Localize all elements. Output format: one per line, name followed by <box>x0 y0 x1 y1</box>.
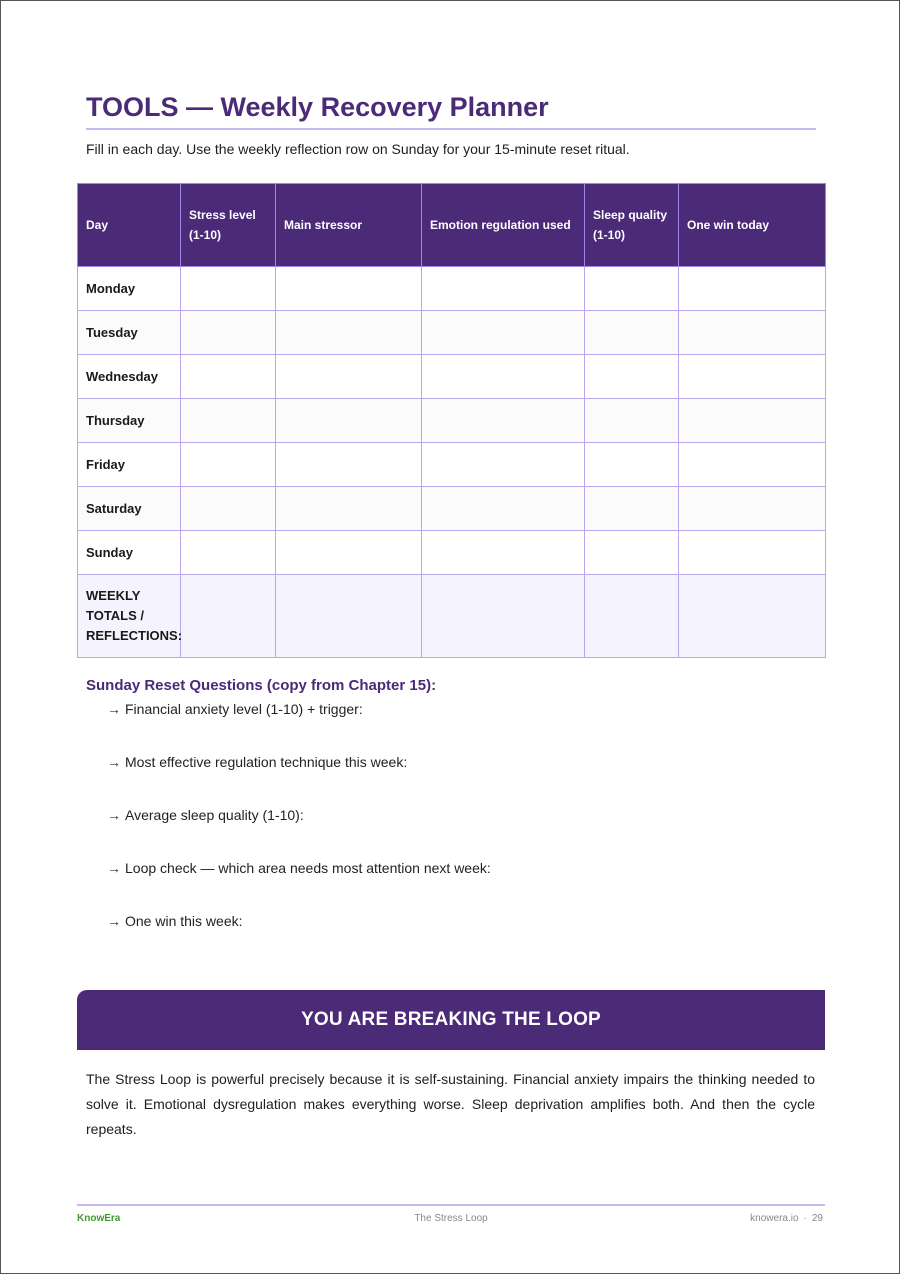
entry-cell <box>276 575 422 658</box>
day-cell: Monday <box>78 267 181 311</box>
entry-cell <box>181 311 276 355</box>
question-text: Average sleep quality (1-10): <box>125 807 304 823</box>
entry-cell <box>585 575 679 658</box>
footer-site-page <box>750 1213 823 1225</box>
arrow-right-icon: → <box>107 913 121 929</box>
entry-cell <box>679 487 826 531</box>
day-cell: Wednesday <box>78 355 181 399</box>
entry-cell <box>679 399 826 443</box>
entry-cell <box>276 355 422 399</box>
entry-cell <box>585 311 679 355</box>
weekly-reflections-row <box>78 575 826 658</box>
entry-cell <box>276 311 422 355</box>
table-row <box>78 355 826 399</box>
table-row <box>78 267 826 311</box>
entry-cell <box>276 487 422 531</box>
title-divider <box>86 128 816 130</box>
column-header-day: Day <box>78 184 181 267</box>
column-header-emotion-regulation: Emotion regulation used <box>422 184 585 267</box>
entry-cell <box>585 443 679 487</box>
entry-cell <box>181 575 276 658</box>
column-header-stress-level: Stress level (1-10) <box>181 184 276 267</box>
arrow-right-icon: → <box>107 754 121 770</box>
entry-cell <box>679 355 826 399</box>
table-row <box>78 443 826 487</box>
entry-cell <box>422 487 585 531</box>
arrow-right-icon: → <box>107 807 121 823</box>
entry-cell <box>679 267 826 311</box>
list-item <box>107 912 491 965</box>
column-header-sleep-quality: Sleep quality (1-10) <box>585 184 679 267</box>
entry-cell <box>422 355 585 399</box>
section-banner <box>77 990 825 1050</box>
weekly-totals-label: WEEKLY TOTALS / REFLECTIONS: <box>78 575 181 658</box>
entry-cell <box>422 443 585 487</box>
table-header-row <box>78 184 826 267</box>
footer-divider <box>77 1204 825 1206</box>
day-cell: Tuesday <box>78 311 181 355</box>
list-item <box>107 859 491 912</box>
entry-cell <box>679 311 826 355</box>
intro-text: Fill in each day. Use the weekly reflection row on Sunday for your 15-minute reset ritual. <box>86 141 630 157</box>
entry-cell <box>422 267 585 311</box>
entry-cell <box>276 399 422 443</box>
footer-brand: KnowEra <box>77 1213 121 1224</box>
banner-title: YOU ARE BREAKING THE LOOP <box>301 1009 601 1030</box>
footer-separator: · <box>803 1213 807 1224</box>
entry-cell <box>276 531 422 575</box>
body-paragraph: The Stress Loop is powerful precisely because it is self-sustaining. Financial anxiety impairs the thinking needed to solve it. Emotional dysregulation makes everything worse. Sleep deprivation amplifies both. And then the cycle repeats. <box>86 1071 815 1137</box>
page-number: 29 <box>811 1213 823 1224</box>
entry-cell <box>276 267 422 311</box>
arrow-right-icon: → <box>107 701 121 717</box>
question-text: Loop check — which area needs most attention next week: <box>125 860 491 876</box>
entry-cell <box>181 443 276 487</box>
footer-site: knowera.io <box>750 1213 799 1224</box>
column-header-main-stressor: Main stressor <box>276 184 422 267</box>
entry-cell <box>585 355 679 399</box>
list-item <box>107 753 491 806</box>
entry-cell <box>585 267 679 311</box>
column-header-one-win: One win today <box>679 184 826 267</box>
question-text: Most effective regulation technique this week: <box>125 754 408 770</box>
entry-cell <box>679 531 826 575</box>
page-title: TOOLS — Weekly Recovery Planner <box>86 92 549 122</box>
entry-cell <box>585 487 679 531</box>
list-item <box>107 700 491 753</box>
day-cell: Thursday <box>78 399 181 443</box>
arrow-right-icon: → <box>107 860 121 876</box>
entry-cell <box>276 443 422 487</box>
entry-cell <box>181 531 276 575</box>
entry-cell <box>181 355 276 399</box>
entry-cell <box>679 575 826 658</box>
entry-cell <box>181 399 276 443</box>
table-row <box>78 311 826 355</box>
entry-cell <box>181 267 276 311</box>
reset-questions-heading: Sunday Reset Questions (copy from Chapter 15): <box>86 677 437 694</box>
entry-cell <box>585 531 679 575</box>
entry-cell <box>181 487 276 531</box>
table-row <box>78 487 826 531</box>
table-row <box>78 531 826 575</box>
question-text: Financial anxiety level (1-10) + trigger: <box>125 701 363 717</box>
entry-cell <box>422 311 585 355</box>
entry-cell <box>585 399 679 443</box>
footer-book-title: The Stress Loop <box>414 1213 488 1224</box>
entry-cell <box>422 531 585 575</box>
day-cell: Sunday <box>78 531 181 575</box>
day-cell: Friday <box>78 443 181 487</box>
weekly-planner-table <box>77 183 826 658</box>
table-row <box>78 399 826 443</box>
entry-cell <box>422 399 585 443</box>
day-cell: Saturday <box>78 487 181 531</box>
question-text: One win this week: <box>125 913 243 929</box>
reset-questions-list <box>107 700 491 965</box>
entry-cell <box>679 443 826 487</box>
list-item <box>107 806 491 859</box>
entry-cell <box>422 575 585 658</box>
